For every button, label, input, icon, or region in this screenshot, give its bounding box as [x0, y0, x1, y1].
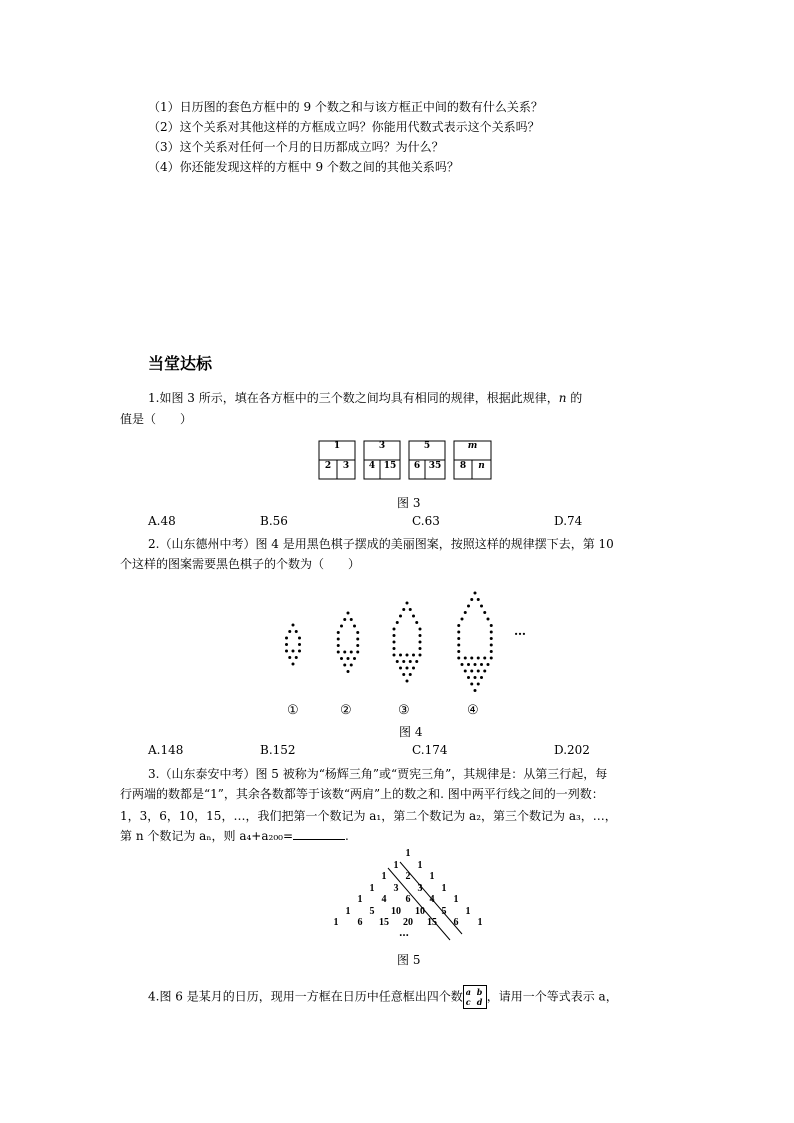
chess-piece-dot — [343, 664, 346, 667]
chess-piece-dot — [402, 660, 405, 663]
triangle-number: 5 — [369, 905, 375, 917]
abcd-box — [463, 985, 487, 1009]
chess-piece-dot — [415, 621, 418, 624]
chess-piece-dot — [340, 657, 343, 660]
chess-piece-dot — [406, 667, 409, 670]
chess-piece-dot — [298, 650, 301, 653]
pattern-4 — [457, 592, 493, 693]
pattern-1 — [285, 624, 301, 666]
chess-piece-dot — [470, 598, 473, 601]
chess-piece-dot — [483, 611, 486, 614]
fig3-box-4-top: m — [467, 441, 478, 451]
chess-piece-dot — [396, 660, 399, 663]
chess-piece-dot — [356, 644, 359, 647]
chess-piece-dot — [337, 631, 340, 634]
fig3-box-1-right: 3 — [342, 461, 350, 471]
fig3-box-4-left: 8 — [459, 461, 467, 471]
triangle-number: 1 — [441, 882, 447, 894]
triangle-number: 10 — [391, 905, 401, 917]
chess-piece-dot — [292, 650, 295, 653]
chess-piece-dot — [406, 602, 409, 605]
chess-piece-dot — [470, 683, 473, 686]
chess-piece-dot — [356, 631, 359, 634]
triangle-number: 4 — [381, 894, 387, 905]
pattern-label-1: ① — [287, 703, 299, 718]
chess-piece-dot — [490, 644, 493, 647]
chess-piece-dot — [393, 654, 396, 657]
chess-piece-dot — [464, 657, 467, 660]
chess-piece-dot — [474, 689, 477, 692]
triangle-number: 1 — [453, 894, 459, 905]
chess-piece-dot — [402, 673, 405, 676]
problem-3-line-2: 行两端的数都是“1”，其余各数都等于该数“两肩”上的数之和. 图中两平行线之间的一列数： — [120, 787, 604, 801]
chess-piece-dot — [415, 660, 418, 663]
fig3-box-4-right: n — [478, 461, 485, 471]
chess-piece-dot — [350, 664, 353, 667]
triangle-number: 1 — [477, 917, 483, 928]
triangle-number: 20 — [403, 917, 413, 928]
figure-5-label: 图 5 — [397, 953, 421, 967]
chess-piece-dot — [419, 628, 422, 631]
problem-2-line-1: 2.（山东德州中考）图 4 是用黑色棋子摆成的美丽图案，按照这样的规律摆下去，第 10 — [148, 537, 614, 551]
triangle-number: 2 — [405, 871, 411, 882]
figure-3-label: 图 3 — [397, 496, 421, 510]
triangle-number: 1 — [369, 882, 375, 894]
chess-piece-dot — [350, 651, 353, 654]
q1-option-d: D.74 — [554, 514, 583, 528]
chess-piece-dot — [393, 634, 396, 637]
chess-piece-dot — [343, 618, 346, 621]
triangle-number: 4 — [429, 894, 435, 905]
triangle-number: 1 — [393, 859, 399, 871]
triangle-number: 1 — [357, 894, 363, 905]
chess-piece-dot — [464, 670, 467, 673]
fig3-box-1-top: 1 — [333, 441, 341, 451]
pattern-label-4: ④ — [467, 703, 479, 718]
triangle-number: 5 — [441, 905, 447, 917]
fig3-box-2-top: 3 — [378, 441, 386, 451]
chess-piece-dot — [467, 605, 470, 608]
chess-piece-dot — [474, 592, 477, 595]
chess-piece-dot — [412, 667, 415, 670]
triangle-number: 1 — [333, 917, 339, 928]
chess-piece-dot — [461, 663, 464, 666]
fig3-box-1-left: 2 — [324, 461, 332, 471]
chess-piece-dot — [409, 608, 412, 611]
chess-piece-dot — [483, 657, 486, 660]
triangle-number: 6 — [453, 917, 459, 928]
chess-piece-dot — [480, 663, 483, 666]
chess-piece-dot — [474, 676, 477, 679]
chess-piece-dot — [412, 615, 415, 618]
answer-blank — [293, 826, 345, 840]
chess-piece-dot — [419, 654, 422, 657]
chess-piece-dot — [399, 615, 402, 618]
chess-piece-dot — [340, 625, 343, 628]
chess-piece-dot — [393, 647, 396, 650]
section-title: 当堂达标 — [148, 354, 213, 373]
problem-3-line-3: 1，3，6，10，15，…，我们把第一个数记为 a₁，第二个数记为 a₂，第三个数记为 a₃，…， — [120, 809, 617, 823]
chess-piece-dot — [470, 657, 473, 660]
chess-piece-dot — [480, 605, 483, 608]
chess-piece-dot — [457, 657, 460, 660]
triangle-number: 15 — [427, 917, 437, 928]
fig3-box-3-left: 6 — [413, 461, 421, 471]
chess-piece-dot — [353, 625, 356, 628]
chess-piece-dot — [406, 680, 409, 683]
triangle-number: 3 — [393, 882, 399, 894]
problem-4-line-1: 4.图 6 是某月的日历，现用一方框在日历中任意框出四个数 a b c d ，请用一个等式表示 a， — [148, 987, 618, 1007]
q1-option-c: C.63 — [412, 514, 440, 528]
chess-piece-dot — [292, 663, 295, 666]
chess-piece-dot — [347, 670, 350, 673]
problem-2-line-2: 个这样的图案需要黑色棋子的个数为（ ） — [120, 557, 361, 571]
q2-option-b: B.152 — [260, 743, 296, 757]
chess-piece-dot — [343, 651, 346, 654]
q1-option-b: B.56 — [260, 514, 288, 528]
q1-option-a: A.48 — [148, 514, 176, 528]
pattern-3 — [393, 602, 422, 683]
chess-piece-dot — [457, 624, 460, 627]
chess-piece-dot — [487, 663, 490, 666]
chess-piece-dot — [474, 663, 477, 666]
chess-piece-dot — [461, 618, 464, 621]
triangle-number: 1 — [429, 871, 435, 882]
chess-piece-dot — [295, 656, 298, 659]
chess-piece-dot — [298, 637, 301, 640]
chess-piece-dot — [457, 637, 460, 640]
chess-piece-dot — [419, 647, 422, 650]
chess-piece-dot — [285, 643, 288, 646]
fig3-box-2-right: 15 — [383, 461, 397, 471]
problem-3-line-4: 第 n 个数记为 aₙ，则 a₄+a₂₀₀= . — [120, 826, 349, 846]
chess-piece-dot — [347, 612, 350, 615]
chess-piece-dot — [467, 663, 470, 666]
chess-piece-dot — [490, 624, 493, 627]
q2-option-d: D.202 — [554, 743, 590, 757]
box-letter-b: b — [476, 987, 483, 997]
chess-piece-dot — [402, 608, 405, 611]
chess-piece-dot — [393, 641, 396, 644]
figure-4-label: 图 4 — [399, 725, 423, 739]
box-letter-d: d — [476, 997, 483, 1007]
chess-piece-dot — [347, 657, 350, 660]
chess-piece-dot — [406, 654, 409, 657]
chess-piece-dot — [477, 598, 480, 601]
q2-option-c: C.174 — [412, 743, 448, 757]
fig3-box-3-top: 5 — [423, 441, 431, 451]
pattern-label-3: ③ — [398, 703, 410, 718]
chess-piece-dot — [483, 670, 486, 673]
chess-piece-dot — [295, 630, 298, 633]
chess-piece-dot — [356, 651, 359, 654]
chess-piece-dot — [337, 644, 340, 647]
problem-1-line-1: 1.如图 3 所示，填在各方框中的三个数之间均具有相同的规律，根据此规律，n 的 — [148, 391, 583, 405]
triangle-number: 6 — [405, 894, 411, 905]
chess-piece-dot — [480, 676, 483, 679]
question-2: （2）这个关系对其他这样的方框成立吗？你能用代数式表示这个关系吗？ — [148, 120, 540, 134]
triangle-number: 1 — [465, 905, 471, 917]
triangle-number: 10 — [415, 905, 425, 917]
question-1: （1）日历图的套色方框中的 9 个数之和与该方框正中间的数有什么关系？ — [148, 100, 543, 114]
chess-piece-dot — [490, 657, 493, 660]
chess-piece-dot — [393, 628, 396, 631]
triangle-number: 1 — [417, 859, 423, 871]
chess-piece-dot — [285, 650, 288, 653]
box-letter-c: c — [465, 997, 471, 1007]
q2-option-a: A.148 — [148, 743, 184, 757]
chess-piece-dot — [285, 637, 288, 640]
chess-piece-dot — [298, 643, 301, 646]
triangle-number: 3 — [417, 882, 423, 894]
chess-piece-dot — [490, 650, 493, 653]
chess-piece-dot — [470, 670, 473, 673]
chess-piece-dot — [399, 667, 402, 670]
problem-1-line-2: 值是（ ） — [120, 412, 193, 426]
fig3-box-3-right: 35 — [428, 461, 442, 471]
chess-piece-dot — [490, 631, 493, 634]
triangle-number: 1 — [345, 905, 351, 917]
chess-piece-dot — [337, 638, 340, 641]
chess-piece-dot — [292, 624, 295, 627]
chess-piece-dot — [457, 631, 460, 634]
chess-piece-dot — [464, 611, 467, 614]
fig3-box-2-left: 4 — [368, 461, 376, 471]
chess-piece-dot — [399, 654, 402, 657]
triangle-number: 6 — [357, 917, 363, 928]
chess-piece-dot — [396, 621, 399, 624]
chess-piece-dot — [353, 657, 356, 660]
triangle-number: 15 — [379, 917, 389, 928]
chess-piece-dot — [419, 634, 422, 637]
box-letter-a: a — [465, 987, 471, 997]
chess-piece-dot — [477, 657, 480, 660]
triangle-more: … — [399, 928, 409, 939]
question-4: （4）你还能发现这样的方框中 9 个数之间的其他关系吗？ — [148, 160, 459, 174]
question-3: （3）这个关系对任何一个月的日历都成立吗？为什么？ — [148, 140, 444, 154]
chess-piece-dot — [419, 641, 422, 644]
triangle-number: 1 — [405, 848, 411, 859]
chess-piece-dot — [409, 660, 412, 663]
chess-piece-dot — [487, 618, 490, 621]
problem-3-line-1: 3.（山东泰安中考）图 5 被称为“杨辉三角”或“贾宪三角”，其规律是：从第三行起，每 — [148, 767, 608, 781]
chess-piece-dot — [350, 618, 353, 621]
chess-piece-dot — [356, 638, 359, 641]
chess-piece-dot — [457, 644, 460, 647]
figure-5-triangle — [320, 848, 500, 948]
chess-piece-dot — [457, 650, 460, 653]
chess-piece-dot — [490, 637, 493, 640]
triangle-number: 1 — [381, 871, 387, 882]
chess-piece-dot — [477, 670, 480, 673]
pattern-label-2: ② — [340, 703, 352, 718]
figure-4-ellipsis: … — [514, 624, 526, 638]
chess-piece-dot — [467, 676, 470, 679]
chess-piece-dot — [477, 683, 480, 686]
figure-4-patterns — [270, 585, 520, 695]
chess-piece-dot — [409, 673, 412, 676]
pattern-2 — [337, 612, 360, 674]
chess-piece-dot — [288, 630, 291, 633]
chess-piece-dot — [412, 654, 415, 657]
chess-piece-dot — [288, 656, 291, 659]
chess-piece-dot — [337, 651, 340, 654]
